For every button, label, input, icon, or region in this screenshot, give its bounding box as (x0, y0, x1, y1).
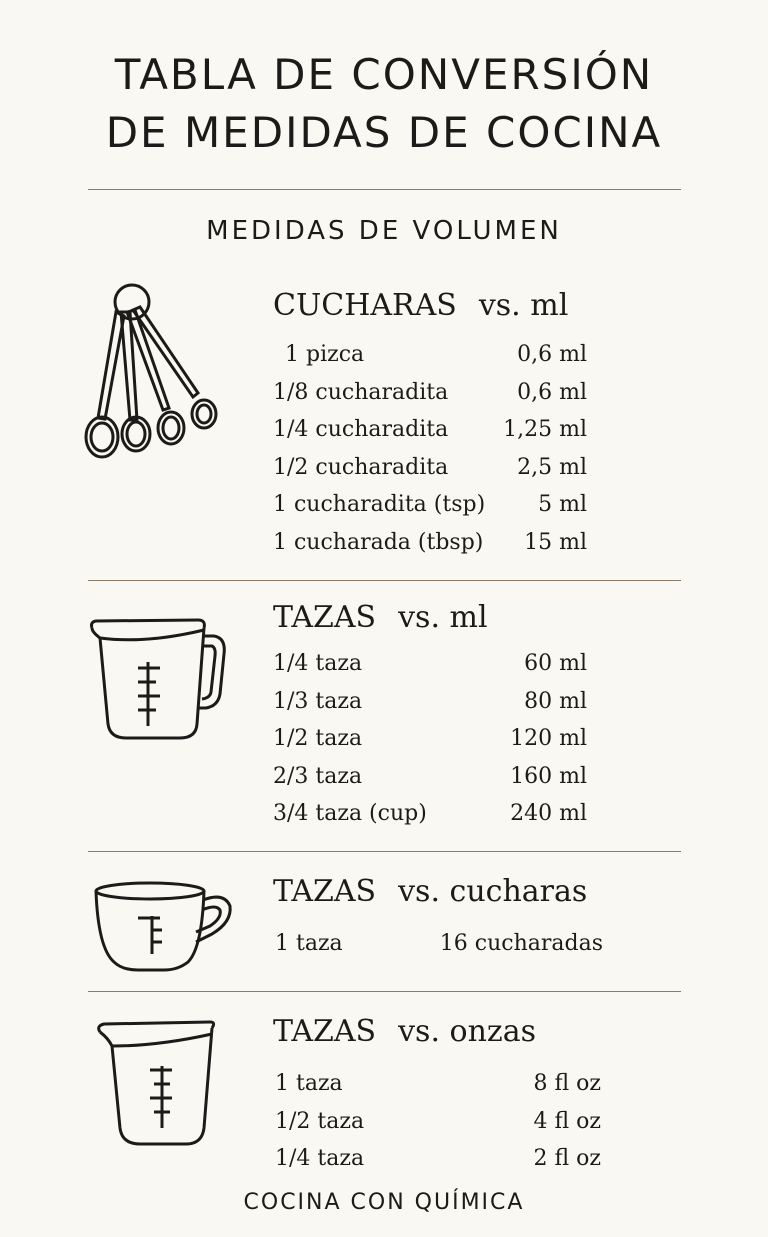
row-value: 4 fl oz (533, 1108, 601, 1134)
row-label: 1/4 cucharadita (273, 417, 449, 443)
title-line-2: DE MEDIDAS DE COCINA (105, 108, 663, 157)
heading-tazas-cucharas (273, 874, 587, 909)
heading-primary: TAZAS (273, 874, 377, 909)
row-label: 1 taza (275, 1071, 343, 1096)
row-label: 1/2 taza (275, 1108, 365, 1134)
heading-tazas-onzas (273, 1014, 536, 1049)
divider (88, 991, 681, 992)
conversion-row (273, 411, 587, 449)
conversion-list (273, 645, 587, 833)
row-label: 1 cucharadita (tsp) (273, 492, 486, 518)
row-value: 2 fl oz (533, 1146, 601, 1172)
conversion-row (273, 795, 587, 833)
row-value: 120 ml (510, 726, 587, 752)
row-value: 1,25 ml (503, 417, 587, 443)
conversion-row (273, 758, 587, 796)
row-value: 160 ml (510, 763, 587, 789)
heading-secondary: vs. cucharas (398, 874, 588, 909)
row-label: 1/3 taza (273, 688, 363, 714)
conversion-row (273, 524, 587, 562)
row-value: 60 ml (524, 651, 587, 676)
title-line-1: TABLA DE CONVERSIÓN (114, 50, 654, 99)
row-value: 5 ml (538, 492, 587, 518)
heading-tazas-ml (273, 600, 488, 635)
conversion-list (275, 925, 603, 963)
heading-primary: CUCHARAS (273, 288, 457, 323)
row-label: 1/4 taza (273, 651, 363, 676)
conversion-row (273, 486, 587, 524)
conversion-row (273, 645, 587, 683)
conversion-row (273, 449, 587, 487)
divider (88, 851, 681, 852)
row-value: 8 fl oz (533, 1071, 601, 1096)
conversion-row (273, 336, 587, 374)
row-label: 1/8 cucharadita (273, 379, 449, 405)
row-label: 1/2 cucharadita (273, 454, 449, 480)
conversion-row (275, 925, 603, 963)
row-value: 240 ml (510, 801, 587, 827)
row-label: 1/2 taza (273, 726, 363, 752)
row-value: 16 cucharadas (439, 931, 603, 956)
conversion-row (273, 374, 587, 412)
cup-icon (92, 878, 237, 976)
divider (88, 580, 681, 581)
section-subtitle: MEDIDAS DE VOLUMEN (206, 216, 562, 246)
heading-secondary: vs. onzas (398, 1014, 536, 1049)
row-value: 0,6 ml (517, 342, 587, 367)
conversion-row (273, 720, 587, 758)
row-label: 1 cucharada (tbsp) (273, 529, 484, 555)
row-value: 15 ml (524, 529, 587, 555)
conversion-list (275, 1065, 601, 1178)
conversion-row (273, 683, 587, 721)
conversion-row (275, 1103, 601, 1141)
row-value: 80 ml (524, 688, 587, 714)
pitcher-icon (94, 1016, 218, 1152)
heading-primary: TAZAS (273, 600, 377, 635)
conversion-row (275, 1140, 601, 1178)
heading-secondary: vs. ml (478, 288, 569, 323)
measuring-cup-icon (86, 614, 231, 746)
heading-secondary: vs. ml (398, 600, 488, 635)
conversion-list (273, 336, 587, 562)
footer-brand: COCINA CON QUÍMICA (243, 1190, 525, 1215)
row-label: 2/3 taza (273, 763, 363, 789)
row-label: 1/4 taza (275, 1146, 365, 1172)
row-value: 0,6 ml (517, 379, 587, 405)
row-label: 3/4 taza (cup) (273, 801, 427, 827)
heading-cucharas-ml (273, 288, 568, 323)
measuring-spoons-icon (80, 282, 225, 462)
heading-primary: TAZAS (273, 1014, 377, 1049)
row-label: 1 pizca (285, 342, 365, 367)
conversion-row (275, 1065, 601, 1103)
row-value: 2,5 ml (517, 454, 587, 480)
divider (88, 189, 681, 190)
row-label: 1 taza (275, 931, 343, 956)
page-title (0, 46, 768, 162)
